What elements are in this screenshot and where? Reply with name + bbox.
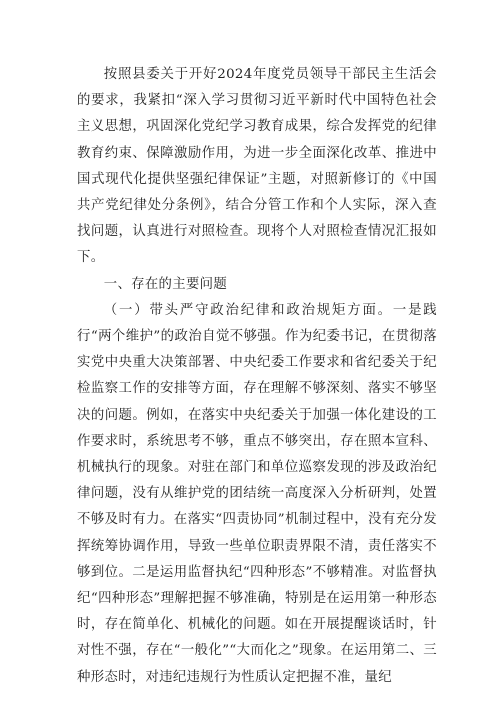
intro-paragraph: 按照县委关于开好2024年度党员领导干部民主生活会的要求，我紧扣“深入学习贯彻习近平新时代中国特色社会主义思想，巩固深化党纪学习教育成果，综合发挥党的纪律教育约束、保障激励作用，为进一步全面深化改革、推进中国式现代化提供坚强纪律保证”主题，对照新修订的《中国共产党纪律处分条例》，结合分管工作和个人实际，深入查找问题，认真进行对照检查。现将个人对照检查情况汇报如下。 [77,67,437,266]
document-page [77,62,437,691]
subsection-paragraph: （一）带头严守政治纪律和政治规矩方面。一是践行“两个维护”的政治自觉不够强。作为纪委书记，在贯彻落实党中央重大决策部署、中央纪委工作要求和省纪委关于纪检监察工作的安排等方面，存在理解不够深刻、落实不够坚决的问题。例如，在落实中央纪委关于加强一体化建设的工作要求时，系统思考不够，重点不够突出，存在照本宣科、机械执行的现象。对驻在部门和单位巡察发现的涉及政治纪律问题，没有从维护党的团结统一高度深入分析研判，处置不够及时有力。在落实“四责协同”机制过程中，没有充分发挥统筹协调作用，导致一些单位职责界限不清，责任落实不够到位。二是运用监督执纪“四种形态”不够精准。对监督执纪“四种形态”理解把握不够准确，特别是在运用第一种形态时，存在简单化、机械化的问题。如在开展提醒谈话时，针对性不强，存在“一般化”“大而化之”现象。在运用第二、三种形态时，对违纪违规行为性质认定把握不准，量纪 [77,302,437,685]
section-heading: 一、存在的主要问题 [103,276,228,292]
